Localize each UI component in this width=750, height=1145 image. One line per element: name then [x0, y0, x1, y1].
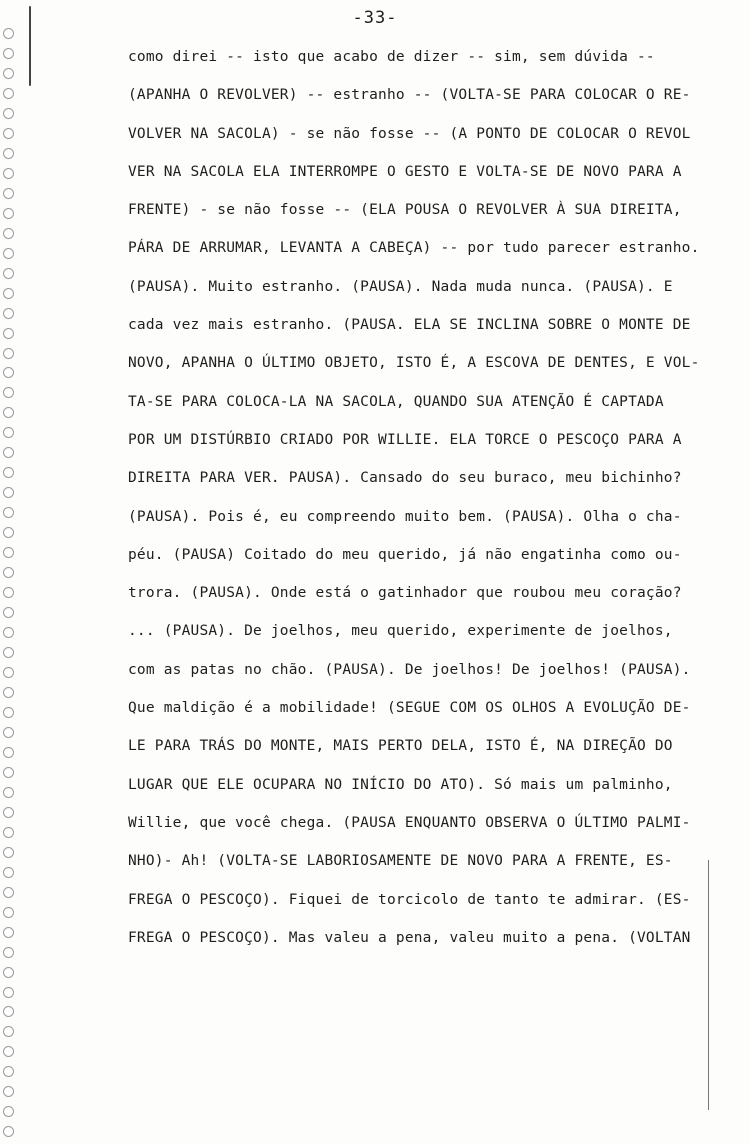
binding-hole — [3, 128, 14, 139]
binding-hole — [3, 627, 14, 638]
text-line: ... (PAUSA). De joelhos, meu querido, experimente de joelhos, — [128, 623, 673, 640]
binding-hole — [3, 28, 14, 39]
binding-hole — [3, 607, 14, 618]
binding-hole — [3, 907, 14, 918]
binding-hole — [3, 787, 14, 798]
binding-hole — [3, 887, 14, 898]
text-line: (APANHA O REVOLVER) -- estranho -- (VOLTA-SE PARA COLOCAR O RE- — [128, 87, 691, 104]
binding-hole — [3, 188, 14, 199]
binding-hole — [3, 387, 14, 398]
binding-hole — [3, 288, 14, 299]
typed-text-body — [128, 38, 703, 957]
binding-hole — [3, 487, 14, 498]
binding-hole — [3, 168, 14, 179]
binding-hole — [3, 1086, 14, 1097]
text-line: DIREITA PARA VER. PAUSA). Cansado do seu buraco, meu bichinho? — [128, 470, 682, 487]
binding-hole — [3, 807, 14, 818]
binding-hole — [3, 767, 14, 778]
text-line: Willie, que você chega. (PAUSA ENQUANTO OBSERVA O ÚLTIMO PALMI- — [128, 814, 691, 831]
text-line: POR UM DISTÚRBIO CRIADO POR WILLIE. ELA TORCE O PESCOÇO PARA A — [128, 431, 682, 448]
text-line: VOLVER NA SACOLA) - se não fosse -- (A PONTO DE COLOCAR O REVOL — [128, 125, 691, 142]
binding-hole — [3, 348, 14, 359]
binding-hole — [3, 1066, 14, 1077]
text-line: com as patas no chão. (PAUSA). De joelhos! De joelhos! (PAUSA). — [128, 661, 691, 678]
binding-hole — [3, 367, 14, 378]
binding-hole — [3, 867, 14, 878]
binding-hole — [3, 328, 14, 339]
binding-hole — [3, 687, 14, 698]
text-line: FRENTE) - se não fosse -- (ELA POUSA O REVOLVER À SUA DIREITA, — [128, 202, 682, 219]
binding-hole — [3, 268, 14, 279]
text-line: FREGA O PESCOÇO). Mas valeu a pena, valeu muito a pena. (VOLTAN — [128, 929, 691, 946]
binding-hole — [3, 827, 14, 838]
text-line: trora. (PAUSA). Onde está o gatinhador que roubou meu coração? — [128, 585, 682, 602]
binding-hole — [3, 1006, 14, 1017]
binding-hole — [3, 927, 14, 938]
binding-hole — [3, 647, 14, 658]
text-line: LE PARA TRÁS DO MONTE, MAIS PERTO DELA, ISTO É, NA DIREÇÃO DO — [128, 738, 673, 755]
binding-hole — [3, 467, 14, 478]
binding-hole — [3, 108, 14, 119]
page-edge-line — [708, 860, 709, 1110]
binding-hole — [3, 88, 14, 99]
binding-hole — [3, 587, 14, 598]
binding-hole — [3, 68, 14, 79]
binding-hole — [3, 547, 14, 558]
binding-hole — [3, 1026, 14, 1037]
binding-hole — [3, 407, 14, 418]
binding-hole — [3, 248, 14, 259]
binding-hole — [3, 747, 14, 758]
binding-hole — [3, 447, 14, 458]
text-line: como direi -- isto que acabo de dizer -- sim, sem dúvida -- — [128, 49, 655, 65]
binding-holes — [3, 28, 17, 1138]
binding-hole — [3, 228, 14, 239]
binding-hole — [3, 507, 14, 518]
binding-hole — [3, 308, 14, 319]
binding-hole — [3, 707, 14, 718]
text-line: NHO)- Ah! (VOLTA-SE LABORIOSAMENTE DE NOVO PARA A FRENTE, ES- — [128, 853, 673, 870]
text-line: cada vez mais estranho. (PAUSA. ELA SE INCLINA SOBRE O MONTE DE — [128, 317, 691, 334]
binding-hole — [3, 1106, 14, 1117]
binding-hole — [3, 208, 14, 219]
text-line: TA-SE PARA COLOCA-LA NA SACOLA, QUANDO SUA ATENÇÃO É CAPTADA — [128, 393, 664, 410]
binding-hole — [3, 1126, 14, 1137]
text-line: LUGAR QUE ELE OCUPARA NO INÍCIO DO ATO). Só mais um palminho, — [128, 776, 673, 793]
text-line: Que maldição é a mobilidade! (SEGUE COM OS OLHOS A EVOLUÇÃO DE- — [128, 700, 691, 717]
text-line: PÁRA DE ARRUMAR, LEVANTA A CABEÇA) -- por tudo parecer estranho. — [128, 240, 700, 257]
text-line: péu. (PAUSA) Coitado do meu querido, já não engatinha como ou- — [128, 546, 682, 563]
binding-hole — [3, 667, 14, 678]
binding-hole — [3, 527, 14, 538]
binding-hole — [3, 1046, 14, 1057]
page-number: -33- — [352, 8, 398, 28]
binding-hole — [3, 847, 14, 858]
text-line: FREGA O PESCOÇO). Fiquei de torcicolo de tanto te admirar. (ES- — [128, 891, 691, 908]
text-line: VER NA SACOLA ELA INTERROMPE O GESTO E VOLTA-SE DE NOVO PARA A — [128, 163, 682, 180]
binding-hole — [3, 987, 14, 998]
binding-hole — [3, 967, 14, 978]
binding-hole — [3, 567, 14, 578]
binding-hole — [3, 48, 14, 59]
binding-hole — [3, 427, 14, 438]
binding-hole — [3, 727, 14, 738]
text-line: (PAUSA). Muito estranho. (PAUSA). Nada muda nunca. (PAUSA). E — [128, 278, 673, 295]
text-line: NOVO, APANHA O ÚLTIMO OBJETO, ISTO É, A ESCOVA DE DENTES, E VOL- — [128, 355, 700, 372]
binding-hole — [3, 148, 14, 159]
text-line: (PAUSA). Pois é, eu compreendo muito bem. (PAUSA). Olha o cha- — [128, 508, 682, 525]
binding-hole — [3, 947, 14, 958]
